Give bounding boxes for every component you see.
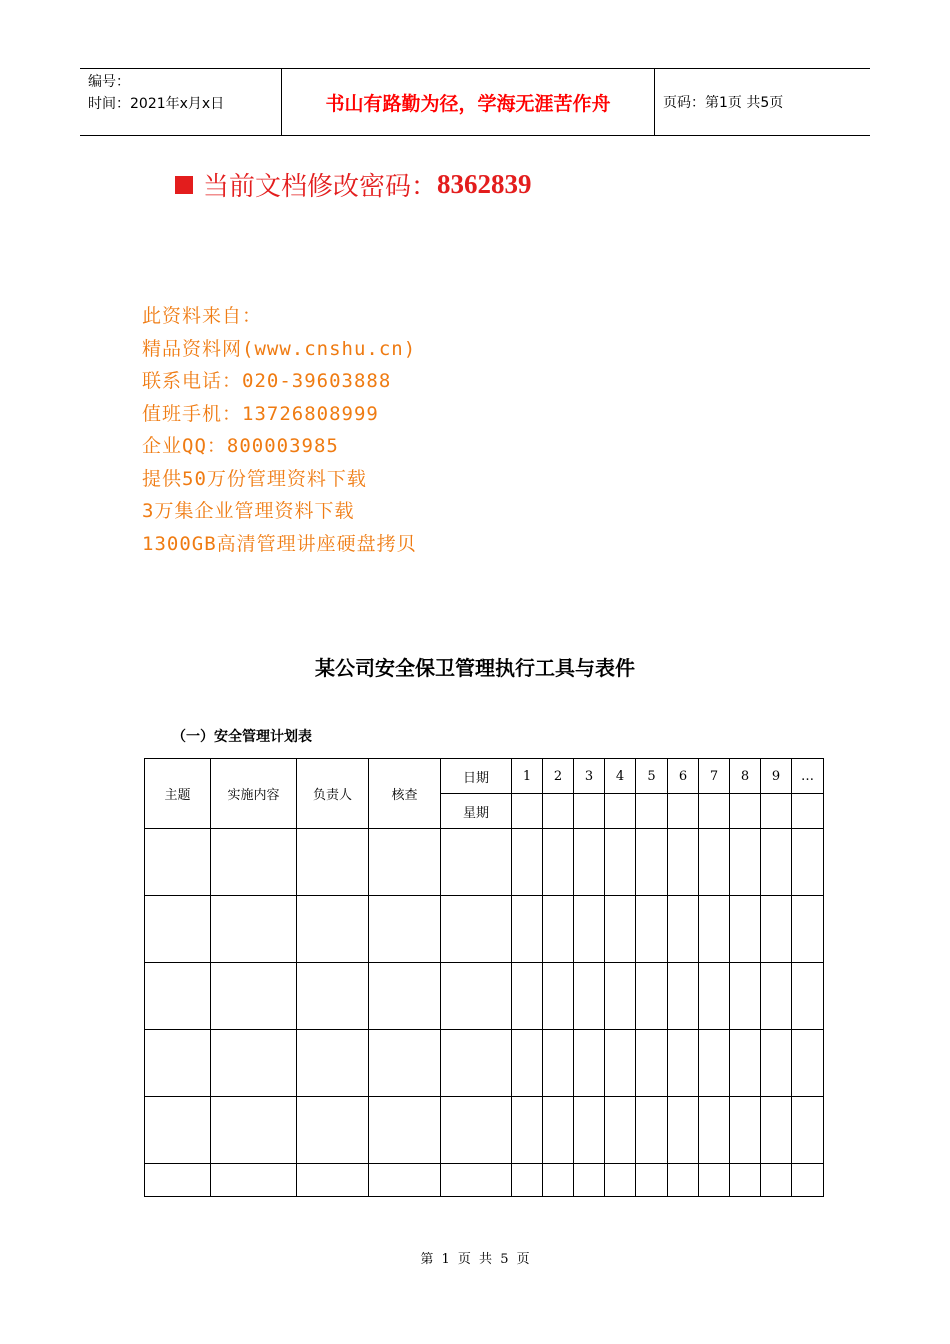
number-label: 编号： [88, 74, 130, 90]
table-cell [761, 829, 792, 896]
header-cell-date: 日期 [441, 759, 512, 794]
table-cell [668, 963, 699, 1030]
table-cell [369, 896, 441, 963]
table-cell [636, 963, 668, 1030]
safety-plan-table [144, 758, 824, 1197]
day-cell: 8 [730, 759, 761, 794]
table-row [145, 1164, 824, 1197]
table-cell [512, 1097, 543, 1164]
header-meta [80, 69, 281, 135]
table-cell [512, 896, 543, 963]
table-cell [512, 1164, 543, 1197]
week-cell [699, 794, 730, 829]
table-cell [441, 963, 512, 1030]
table-cell [636, 1030, 668, 1097]
table-cell [441, 1164, 512, 1197]
info-line: 精品资料网(www.cnshu.cn) [142, 337, 417, 360]
header-motto: 书山有路勤为径，学海无涯苦作舟 [281, 69, 655, 135]
day-cell: 4 [605, 759, 636, 794]
header-cell-topic: 主题 [145, 759, 211, 829]
info-line: 1300GB高清管理讲座硬盘拷贝 [142, 532, 417, 555]
info-line: 此资料来自： [142, 305, 263, 327]
table-cell [145, 896, 211, 963]
table-cell [636, 1164, 668, 1197]
table-cell [761, 1164, 792, 1197]
table-cell [668, 1030, 699, 1097]
table-row [145, 829, 824, 896]
day-cell: 9 [761, 759, 792, 794]
table-cell [730, 963, 761, 1030]
table-body [145, 829, 824, 1197]
table-cell [211, 963, 297, 1030]
table-cell [543, 829, 574, 896]
table-cell [668, 829, 699, 896]
header-page-info: 页码：第1页 共5页 [663, 95, 784, 111]
table-cell [211, 829, 297, 896]
table-cell [543, 1164, 574, 1197]
table-cell [211, 1164, 297, 1197]
table-cell [605, 963, 636, 1030]
day-cell: 3 [574, 759, 605, 794]
password-notice [175, 166, 532, 203]
page-footer: 第 1 页 共 5 页 [420, 1252, 530, 1267]
table-cell [297, 1030, 369, 1097]
table-cell [369, 1097, 441, 1164]
table-cell [761, 896, 792, 963]
header-cell-owner: 负责人 [297, 759, 369, 829]
table-cell [543, 963, 574, 1030]
table-cell [145, 829, 211, 896]
day-cell: 1 [512, 759, 543, 794]
week-cell [761, 794, 792, 829]
table-cell [369, 1164, 441, 1197]
table-cell [574, 1097, 605, 1164]
table-cell [543, 896, 574, 963]
table-cell [512, 829, 543, 896]
table-cell [574, 1030, 605, 1097]
table-cell [792, 829, 824, 896]
week-cell [668, 794, 699, 829]
table-cell [574, 896, 605, 963]
table-cell [636, 829, 668, 896]
table-cell [699, 963, 730, 1030]
table-cell [574, 1164, 605, 1197]
table-cell [730, 1030, 761, 1097]
password-label: 当前文档修改密码： [203, 172, 438, 202]
info-line: 企业QQ：800003985 [142, 435, 339, 457]
table-cell [792, 963, 824, 1030]
table-cell [605, 1030, 636, 1097]
table-cell [605, 1097, 636, 1164]
week-cell [512, 794, 543, 829]
table-cell [699, 1097, 730, 1164]
table-cell [512, 963, 543, 1030]
table-cell [761, 1097, 792, 1164]
section-title: （一）安全管理计划表 [172, 729, 312, 745]
table-cell [761, 1030, 792, 1097]
day-cell: 5 [636, 759, 668, 794]
table-cell [668, 896, 699, 963]
table-cell [699, 896, 730, 963]
table-cell [730, 1164, 761, 1197]
table-cell [730, 896, 761, 963]
table-cell [605, 829, 636, 896]
table-cell [574, 829, 605, 896]
table-header-row [145, 759, 824, 794]
table-cell [699, 1164, 730, 1197]
page-header [80, 68, 870, 136]
table-cell [297, 963, 369, 1030]
header-cell-content: 实施内容 [211, 759, 297, 829]
table-cell [369, 1030, 441, 1097]
table-cell [699, 829, 730, 896]
table-cell [441, 896, 512, 963]
table-cell [441, 1097, 512, 1164]
week-cell [605, 794, 636, 829]
day-cell: 7 [699, 759, 730, 794]
table-cell [730, 829, 761, 896]
week-cell [730, 794, 761, 829]
document-title: 某公司安全保卫管理执行工具与表件 [315, 656, 635, 680]
table-cell [636, 896, 668, 963]
table-row [145, 896, 824, 963]
info-line: 值班手机：13726808999 [142, 402, 379, 425]
week-cell [574, 794, 605, 829]
table-cell [211, 896, 297, 963]
table-cell [211, 1097, 297, 1164]
table-cell [574, 963, 605, 1030]
table-cell [145, 1164, 211, 1197]
info-line: 3万集企业管理资料下载 [142, 500, 355, 522]
info-line: 联系电话：020-39603888 [142, 370, 392, 392]
table-cell [605, 1164, 636, 1197]
table-cell [636, 1097, 668, 1164]
table-cell [761, 963, 792, 1030]
header-cell-check: 核查 [369, 759, 441, 829]
table-cell [211, 1030, 297, 1097]
table-cell [730, 1097, 761, 1164]
table-cell [792, 1030, 824, 1097]
week-cell [543, 794, 574, 829]
table-cell [792, 1164, 824, 1197]
table-cell [543, 1097, 574, 1164]
table-cell [792, 1097, 824, 1164]
table-cell [512, 1030, 543, 1097]
table-cell [441, 1030, 512, 1097]
day-cell: 2 [543, 759, 574, 794]
table-row [145, 1030, 824, 1097]
source-info [142, 300, 417, 560]
table-cell [297, 829, 369, 896]
time-label: 时间：2021年x月x日 [88, 96, 225, 112]
table-cell [369, 963, 441, 1030]
table-cell [145, 1030, 211, 1097]
password-code: 8362839 [437, 169, 532, 199]
table-cell [145, 1097, 211, 1164]
table-cell [605, 896, 636, 963]
week-cell [636, 794, 668, 829]
table-cell [297, 1097, 369, 1164]
table-cell [543, 1030, 574, 1097]
table-cell [668, 1164, 699, 1197]
table-cell [668, 1097, 699, 1164]
table-cell [441, 829, 512, 896]
header-cell-week: 星期 [441, 794, 512, 829]
table-cell [369, 829, 441, 896]
week-cell [792, 794, 824, 829]
table-row [145, 963, 824, 1030]
table-cell [792, 896, 824, 963]
info-line: 提供50万份管理资料下载 [142, 467, 367, 490]
table-cell [145, 963, 211, 1030]
day-cell: … [792, 759, 824, 794]
table-row [145, 1097, 824, 1164]
table-cell [297, 1164, 369, 1197]
day-cell: 6 [668, 759, 699, 794]
table-cell [699, 1030, 730, 1097]
table-cell [297, 896, 369, 963]
square-bullet-icon [175, 176, 193, 194]
